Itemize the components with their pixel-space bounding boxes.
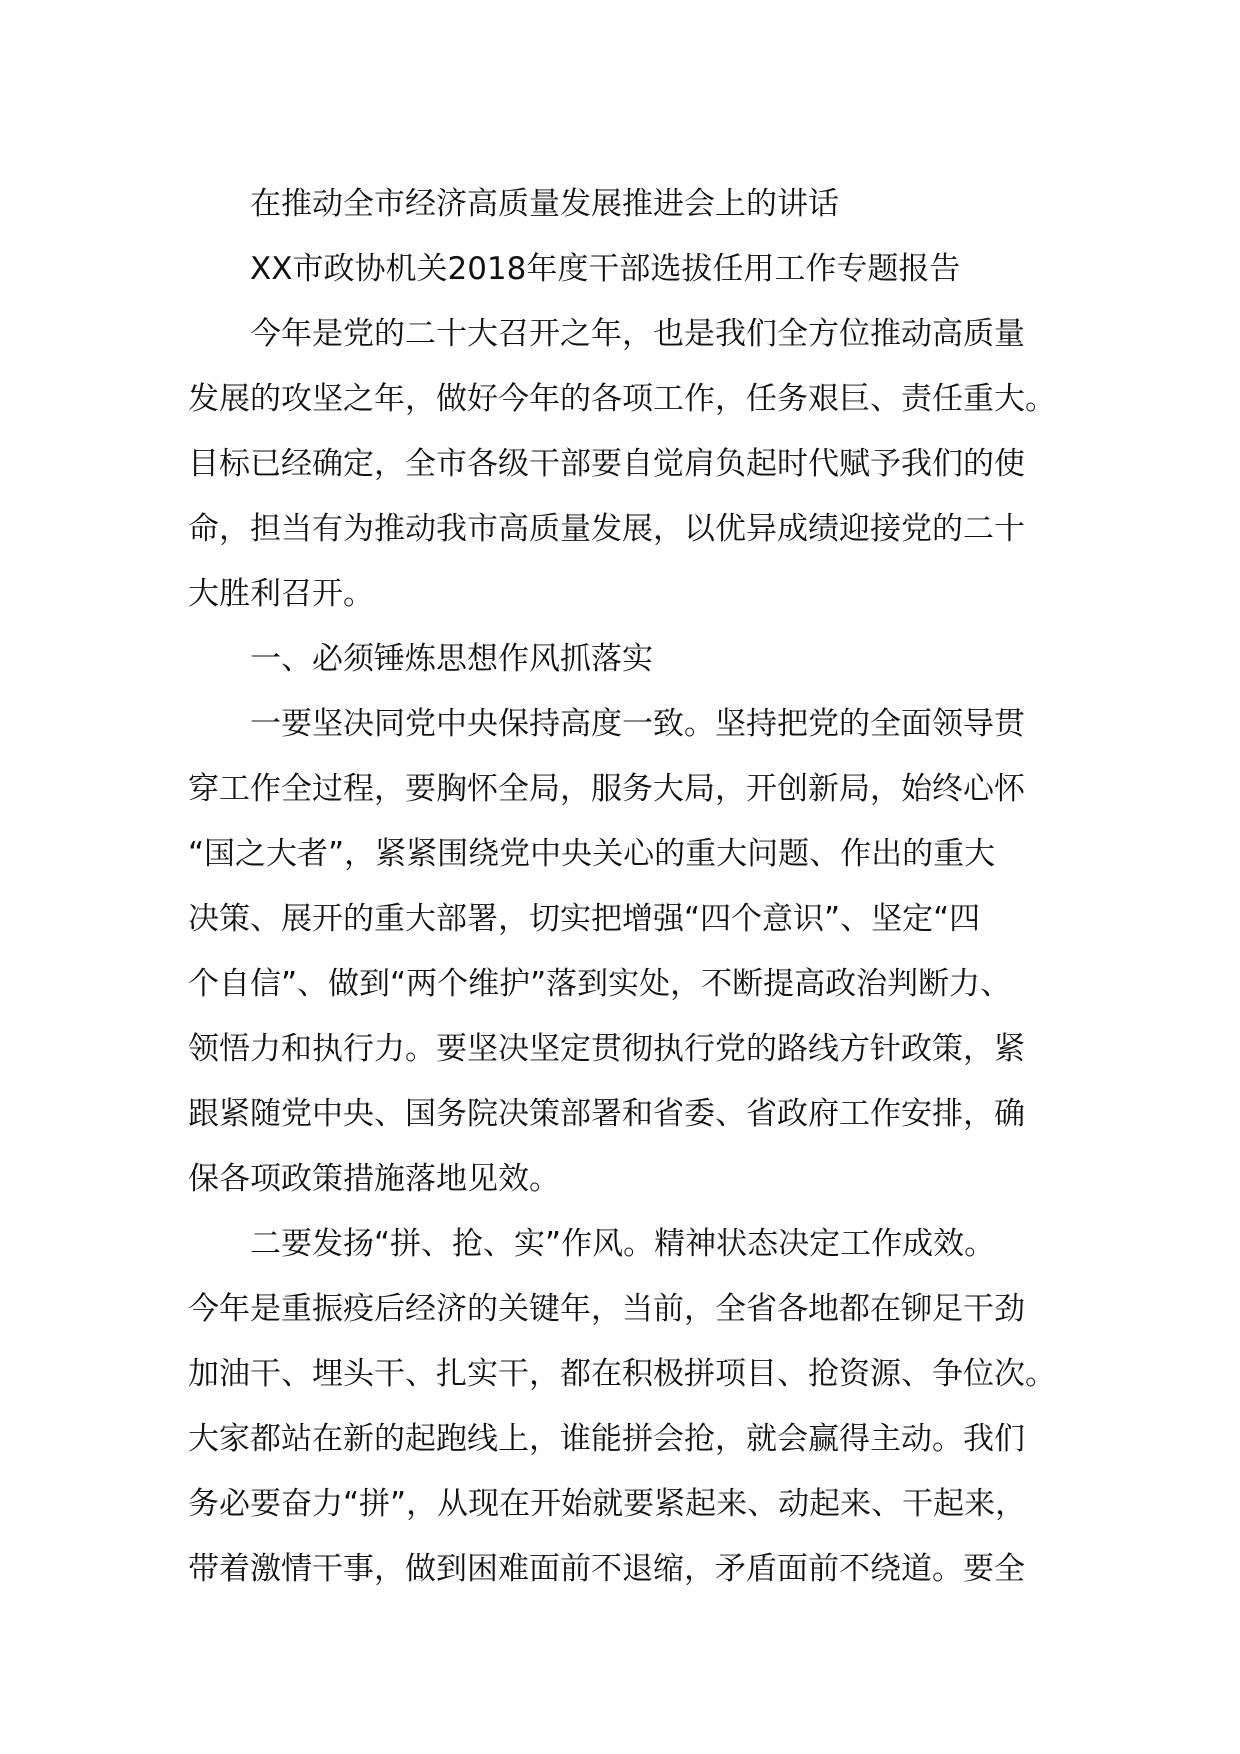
- paragraph-line: 发展的攻坚之年，做好今年的各项工作，任务艰巨、责任重大。: [188, 381, 1056, 417]
- paragraph-line: 跟紧随党中央、国务院决策部署和省委、省政府工作安排，确: [188, 1096, 1025, 1132]
- paragraph-line: 目标已经确定，全市各级干部要自觉肩负起时代赋予我们的使: [188, 446, 1025, 482]
- paragraph-line: 带着激情干事，做到困难面前不退缩，矛盾面前不绕道。要全: [188, 1551, 1025, 1587]
- paragraph-line: 大家都站在新的起跑线上，谁能拼会抢，就会赢得主动。我们: [188, 1421, 1025, 1457]
- paragraph-line: “国之大者”，紧紧围绕党中央关心的重大问题、作出的重大: [188, 836, 996, 872]
- paragraph-line: 保各项政策措施落地见效。: [188, 1161, 560, 1197]
- section-heading: 一、必须锤炼思想作风抓落实: [250, 641, 653, 677]
- paragraph-line: 领悟力和执行力。要坚决坚定贯彻执行党的路线方针政策，紧: [188, 1031, 1025, 1067]
- paragraph-line: 大胜利召开。: [188, 576, 374, 612]
- document-title: 在推动全市经济高质量发展推进会上的讲话: [250, 186, 839, 222]
- paragraph-line: 命，担当有为推动我市高质量发展，以优异成绩迎接党的二十: [188, 511, 1025, 547]
- paragraph-line: 今年是重振疫后经济的关键年，当前，全省各地都在铆足干劲: [188, 1291, 1025, 1327]
- paragraph-line: 穿工作全过程，要胸怀全局，服务大局，开创新局，始终心怀: [188, 771, 1025, 807]
- report-subtitle: XX市政协机关2018年度干部选拔任用工作专题报告: [250, 251, 961, 287]
- paragraph-line: 二要发扬“拼、抢、实”作风。精神状态决定工作成效。: [250, 1226, 996, 1262]
- paragraph-line: 务必要奋力“拼”，从现在开始就要紧起来、动起来、干起来，: [188, 1486, 1027, 1522]
- paragraph-line: 个自信”、做到“两个维护”落到实处，不断提高政治判断力、: [188, 966, 1012, 1002]
- paragraph-line: 一要坚决同党中央保持高度一致。坚持把党的全面领导贯: [250, 706, 1025, 742]
- paragraph-line: 今年是党的二十大召开之年，也是我们全方位推动高质量: [250, 316, 1025, 352]
- paragraph-line: 决策、展开的重大部署，切实把增强“四个意识”、坚定“四: [188, 901, 981, 937]
- document-body: [188, 172, 1088, 1602]
- paragraph-line: 加油干、埋头干、扎实干，都在积极拼项目、抢资源、争位次。: [188, 1356, 1056, 1392]
